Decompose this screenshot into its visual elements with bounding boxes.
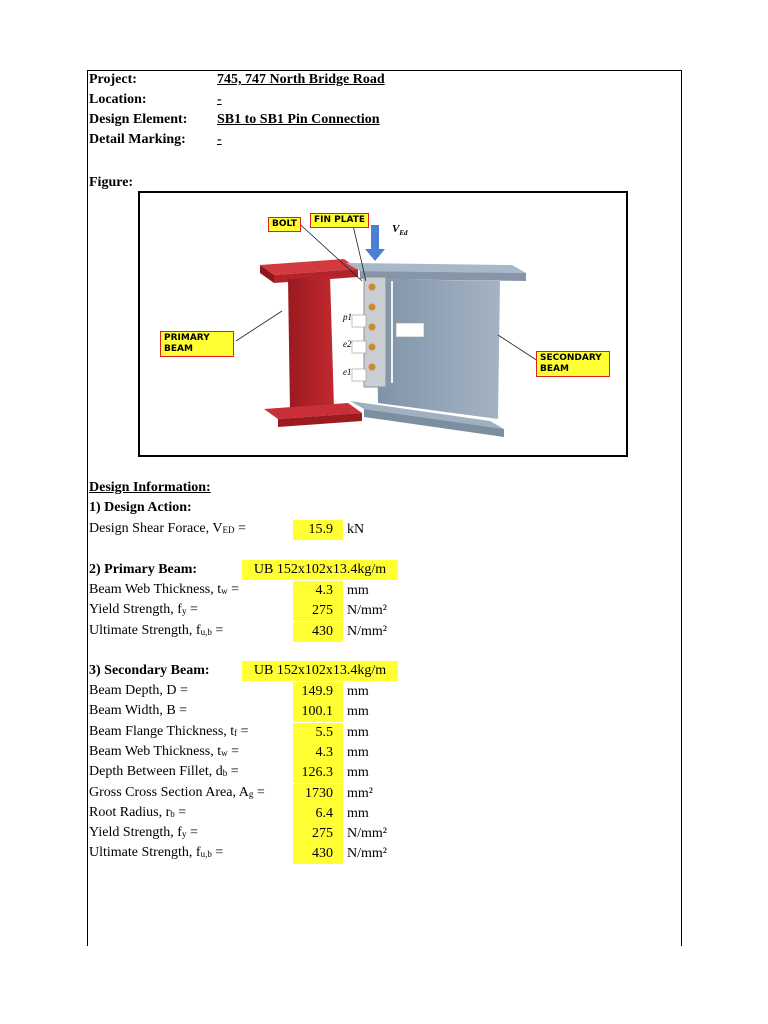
parameter-value: 149.9 <box>293 682 343 702</box>
e2-dimension-label: e2 <box>343 339 352 349</box>
parameter-label: Ultimate Strength, $f_{u,b}$ = <box>89 845 224 861</box>
parameter-unit: mm <box>347 765 369 781</box>
parameter-label: Yield Strength, $f_y$ = <box>89 602 198 618</box>
parameter-label: Beam Flange Thickness, $t_f$ = <box>89 723 249 739</box>
e1-dimension-label: e1 <box>343 367 352 377</box>
parameter-label: Yield Strength, $f_y$ = <box>89 825 198 841</box>
section1-title: 1) Design Action: <box>89 500 192 515</box>
section2-beam-size: UB 152x102x13.4kg/m <box>242 560 398 580</box>
parameter-value: 430 <box>293 844 343 864</box>
detail-marking-value: - <box>217 132 222 147</box>
beam-connection-illustration <box>140 193 626 455</box>
parameter-label: Beam Depth, D = <box>89 683 188 698</box>
parameter-unit: mm <box>347 805 369 821</box>
location-value: - <box>217 92 222 107</box>
parameter-value: 275 <box>293 601 343 621</box>
connection-figure <box>138 191 628 457</box>
parameter-unit: mm <box>347 684 369 699</box>
parameter-value: 4.3 <box>293 743 343 763</box>
project-value: 745, 747 North Bridge Road <box>217 72 385 87</box>
project-label: Project: <box>89 72 137 87</box>
parameter-unit: N/mm² <box>347 623 387 639</box>
section3-beam-size: UB 152x102x13.4kg/m <box>242 661 398 681</box>
frame-left-border <box>87 70 88 946</box>
parameter-unit: mm² <box>347 785 373 801</box>
design-element-label: Design Element: <box>89 112 188 127</box>
parameter-unit: mm <box>347 724 369 740</box>
section3-title: 3) Secondary Beam: <box>89 663 210 678</box>
section2-title: 2) Primary Beam: <box>89 562 198 577</box>
frame-top-border <box>87 70 682 71</box>
secondary-beam-callout: SECONDARY BEAM <box>536 351 610 377</box>
frame-right-border <box>681 70 682 946</box>
parameter-label: Root Radius, $r_b$ = <box>89 804 187 820</box>
parameter-unit: N/mm² <box>347 826 387 842</box>
parameter-label: Depth Between Fillet, $d_b$ = <box>89 764 239 780</box>
location-label: Location: <box>89 92 147 107</box>
figure-label: Figure: <box>89 175 134 190</box>
bolt-callout: BOLT <box>268 217 301 232</box>
parameter-unit: mm <box>347 583 369 598</box>
parameter-unit: kN <box>347 522 365 537</box>
parameter-unit: mm <box>347 704 369 720</box>
parameter-label: Beam Web Thickness, $t_w$ = <box>89 743 240 759</box>
shear-force-symbol: $V_{Ed}$ <box>392 223 408 238</box>
design-element-value: SB1 to SB1 Pin Connection <box>217 112 380 127</box>
parameter-label: Beam Web Thickness, $t_w$ = <box>89 582 240 597</box>
parameter-value: 275 <box>293 824 343 844</box>
parameter-value: 100.1 <box>293 702 343 722</box>
parameter-value: 126.3 <box>293 763 343 783</box>
design-info-title: Design Information: <box>89 480 211 495</box>
parameter-unit: N/mm² <box>347 603 387 619</box>
parameter-value: 4.3 <box>293 581 343 601</box>
parameter-value: 5.5 <box>293 723 343 743</box>
parameter-label: Design Shear Forace, $V_{ED}$ = <box>89 521 246 536</box>
parameter-value: 1730 <box>293 784 343 804</box>
fin-plate-callout: FIN PLATE <box>310 213 369 228</box>
parameter-label: Ultimate Strength, $f_{u,b}$ = <box>89 622 224 638</box>
parameter-value: 430 <box>293 622 343 642</box>
parameter-label: Gross Cross Section Area, $A_g$ = <box>89 784 265 800</box>
parameter-unit: N/mm² <box>347 846 387 862</box>
primary-beam-callout: PRIMARY BEAM <box>160 331 234 357</box>
detail-marking-label: Detail Marking: <box>89 132 186 147</box>
parameter-value: 15.9 <box>293 520 343 540</box>
p1-dimension-label: p1 <box>343 312 352 322</box>
parameter-value: 6.4 <box>293 804 343 824</box>
parameter-unit: mm <box>347 744 369 760</box>
parameter-label: Beam Width, B = <box>89 703 188 719</box>
